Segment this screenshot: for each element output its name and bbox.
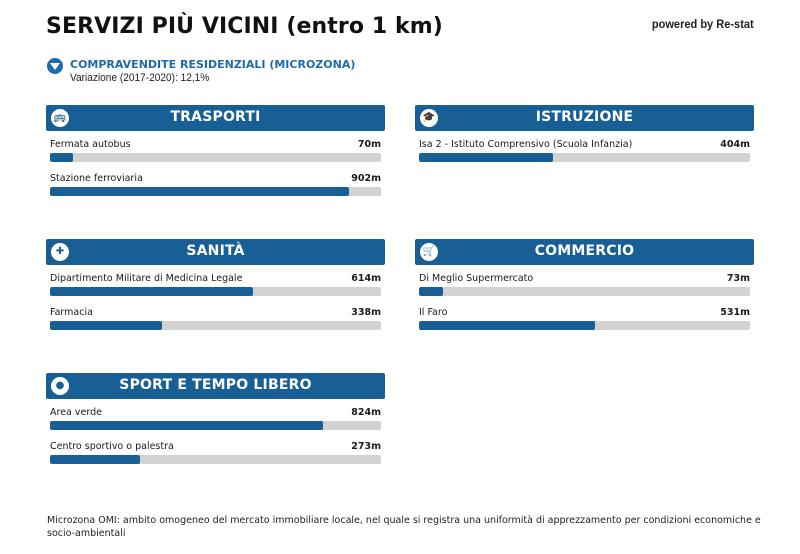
- panel-sanita: [46, 239, 385, 333]
- distance-bar-track: [50, 321, 381, 330]
- hospital-icon: ✚: [51, 243, 69, 261]
- distance-bar-track: [419, 287, 750, 296]
- service-distance: 338m: [351, 307, 381, 318]
- distance-bar-fill: [50, 187, 349, 196]
- distance-bar-track: [50, 287, 381, 296]
- service-name: Area verde: [50, 407, 102, 418]
- distance-bar-fill: [50, 287, 253, 296]
- distance-bar-fill: [50, 321, 162, 330]
- trend-down-icon: [47, 58, 63, 74]
- panel-title: TRASPORTI: [170, 109, 261, 125]
- panel-header: [415, 239, 754, 265]
- panel-title: SANITÀ: [186, 243, 245, 259]
- service-row: [46, 131, 385, 165]
- education-icon: 🎓: [420, 109, 438, 127]
- distance-bar-fill: [419, 153, 553, 162]
- panel-header: [46, 239, 385, 265]
- page-title: SERVIZI PIÙ VICINI (entro 1 km): [46, 14, 443, 39]
- service-name: Dipartimento Militare di Medicina Legale: [50, 273, 243, 284]
- distance-bar-fill: [50, 153, 73, 162]
- service-row: [415, 131, 754, 165]
- service-row: [46, 299, 385, 333]
- panel-title: COMMERCIO: [534, 243, 635, 259]
- service-distance: 404m: [720, 139, 750, 150]
- service-name: Farmacia: [50, 307, 93, 318]
- distance-bar-track: [50, 421, 381, 430]
- panel-header: [46, 373, 385, 399]
- service-row: [46, 165, 385, 199]
- service-name: Stazione ferroviaria: [50, 173, 143, 184]
- distance-bar-fill: [50, 421, 323, 430]
- service-name: Di Meglio Supermercato: [419, 273, 534, 284]
- panel-header: [415, 105, 754, 131]
- summary-title: COMPRAVENDITE RESIDENZIALI (MICROZONA): [70, 58, 356, 71]
- footnote: Microzona OMI: ambito omogeneo del mercato immobiliare locale, nel quale si registra una uniformità di apprezzamento per condizioni economiche e socio-ambientali: [47, 515, 761, 539]
- distance-bar-track: [419, 153, 750, 162]
- panel-title: SPORT E TEMPO LIBERO: [119, 377, 312, 393]
- summary-change: [70, 72, 212, 84]
- service-distance: 824m: [351, 407, 381, 418]
- bus-icon: 🚌: [51, 109, 69, 127]
- service-distance: 531m: [720, 307, 750, 318]
- service-name: Isa 2 - Istituto Comprensivo (Scuola Infanzia): [419, 139, 633, 150]
- distance-bar-fill: [419, 287, 443, 296]
- service-row: [415, 299, 754, 333]
- distance-bar-fill: [50, 455, 140, 464]
- shopping-cart-icon: 🛒: [420, 243, 438, 261]
- service-distance: 273m: [351, 441, 381, 452]
- service-distance: 70m: [357, 139, 381, 150]
- service-row: [46, 265, 385, 299]
- service-row: [46, 433, 385, 467]
- service-distance: 73m: [726, 273, 750, 284]
- service-name: Fermata autobus: [50, 139, 131, 150]
- powered-by-label: powered by Re-stat: [652, 17, 754, 31]
- panel-istruzione: [415, 105, 754, 165]
- summary-change-label: Variazione (2017-2020):: [70, 72, 178, 84]
- service-row: [415, 265, 754, 299]
- service-row: [46, 399, 385, 433]
- service-name: Centro sportivo o palestra: [50, 441, 174, 452]
- service-name: Il Faro: [419, 307, 448, 318]
- panel-header: [46, 105, 385, 131]
- service-distance: 614m: [351, 273, 381, 284]
- panel-sport: [46, 373, 385, 467]
- panel-trasporti: [46, 105, 385, 199]
- panel-commercio: [415, 239, 754, 333]
- distance-bar-track: [419, 321, 750, 330]
- distance-bar-track: [50, 153, 381, 162]
- tennis-icon: ●: [51, 377, 69, 395]
- panel-title: ISTRUZIONE: [535, 109, 634, 125]
- distance-bar-fill: [419, 321, 595, 330]
- service-distance: 902m: [351, 173, 381, 184]
- distance-bar-track: [50, 455, 381, 464]
- distance-bar-track: [50, 187, 381, 196]
- summary-change-value: 12,1%: [180, 72, 210, 84]
